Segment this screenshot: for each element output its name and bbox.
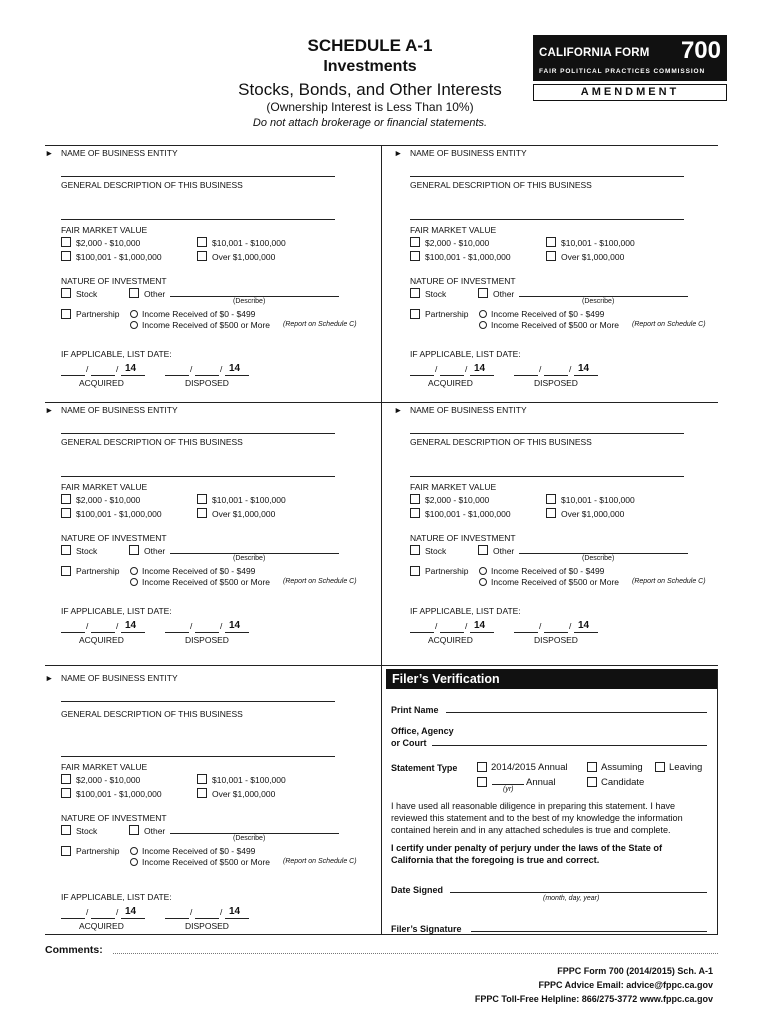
entity-5-other-field[interactable] xyxy=(170,833,339,834)
entity-5-fmv-2-label: $10,001 - $100,000 xyxy=(212,775,286,785)
entity-5-acquired-slash-1: / xyxy=(86,907,89,917)
entity-5-income-2-radio[interactable] xyxy=(130,858,138,866)
entity-5-fmv-label: FAIR MARKET VALUE xyxy=(61,762,148,772)
perjury-line-1: I certify under penalty of perjury under the laws of the State of xyxy=(391,843,663,853)
entity-1-acquired-month-field[interactable] xyxy=(61,375,85,376)
comments-label: Comments: xyxy=(45,944,103,956)
grid-bottom-rule xyxy=(45,934,718,935)
entity-1-other-field[interactable] xyxy=(170,296,339,297)
entity-2-arrow-icon: ► xyxy=(394,148,403,158)
entity-3-acquired-label: ACQUIRED xyxy=(79,635,124,645)
entity-2-fmv-4-checkbox[interactable] xyxy=(546,251,556,261)
entity-3-disposed-slash-2: / xyxy=(220,621,223,631)
entity-4-partnership-checkbox[interactable] xyxy=(410,566,420,576)
entity-5-fmv-4-checkbox[interactable] xyxy=(197,788,207,798)
entity-1-fmv-label: FAIR MARKET VALUE xyxy=(61,225,148,235)
entity-1-acquired-year-line xyxy=(121,375,145,376)
entity-3-description-field[interactable] xyxy=(61,476,335,477)
entity-4-fmv-label: FAIR MARKET VALUE xyxy=(410,482,497,492)
entity-5-partnership-checkbox[interactable] xyxy=(61,846,71,856)
entity-5-acquired-slash-2: / xyxy=(116,907,119,917)
entity-3-disposed-day-field[interactable] xyxy=(195,632,219,633)
entity-3-name-label: NAME OF BUSINESS ENTITY xyxy=(61,405,178,415)
candidate-checkbox[interactable] xyxy=(587,777,597,787)
entity-3-nature-label: NATURE OF INVESTMENT xyxy=(61,533,167,543)
entity-4-fmv-1-checkbox[interactable] xyxy=(410,494,420,504)
entity-4-acquired-year-line xyxy=(470,632,494,633)
entity-3-other-checkbox[interactable] xyxy=(129,545,139,555)
entity-3-fmv-2-label: $10,001 - $100,000 xyxy=(212,495,286,505)
entity-2-fmv-2-label: $10,001 - $100,000 xyxy=(561,238,635,248)
entity-3-fmv-1-checkbox[interactable] xyxy=(61,494,71,504)
entity-1-description-field[interactable] xyxy=(61,219,335,220)
print-name-field[interactable] xyxy=(446,712,707,713)
entity-5-fmv-1-label: $2,000 - $10,000 xyxy=(76,775,141,785)
entity-2-report-note: (Report on Schedule C) xyxy=(632,321,706,328)
entity-4-fmv-4-label: Over $1,000,000 xyxy=(561,509,625,519)
entity-2-disposed-slash-2: / xyxy=(569,364,572,374)
entity-5-disposed-label: DISPOSED xyxy=(185,921,229,931)
statement-type-label: Statement Type xyxy=(391,763,458,773)
grid-divider xyxy=(381,145,382,934)
assuming-checkbox[interactable] xyxy=(587,762,597,772)
entity-1-nature-label: NATURE OF INVESTMENT xyxy=(61,276,167,286)
entity-3-income-2-radio[interactable] xyxy=(130,578,138,586)
assuming-label: Assuming xyxy=(601,762,643,773)
entity-2-description-label: GENERAL DESCRIPTION OF THIS BUSINESS xyxy=(410,180,592,190)
entity-4-nature-label: NATURE OF INVESTMENT xyxy=(410,533,516,543)
entity-5-description-field[interactable] xyxy=(61,756,335,757)
entity-2-income-2-radio[interactable] xyxy=(479,321,487,329)
entity-1-acquired-day-field[interactable] xyxy=(91,375,115,376)
entity-5-stock-checkbox[interactable] xyxy=(61,825,71,835)
entity-3-fmv-label: FAIR MARKET VALUE xyxy=(61,482,148,492)
annual-year-field[interactable] xyxy=(492,784,524,785)
entity-2-fmv-2-checkbox[interactable] xyxy=(546,237,556,247)
entity-5-description-label: GENERAL DESCRIPTION OF THIS BUSINESS xyxy=(61,709,243,719)
entity-4-other-checkbox[interactable] xyxy=(478,545,488,555)
entity-4-disposed-slash-1: / xyxy=(539,621,542,631)
entity-2-stock-checkbox[interactable] xyxy=(410,288,420,298)
entity-1-acquired-slash-2: / xyxy=(116,364,119,374)
entity-5-acquired-year: 14 xyxy=(125,906,137,917)
entity-1-income-1-label: Income Received of $0 - $499 xyxy=(142,309,256,319)
entity-2-fmv-1-label: $2,000 - $10,000 xyxy=(425,238,490,248)
entity-4-income-1-label: Income Received of $0 - $499 xyxy=(491,566,605,576)
entity-5-report-note: (Report on Schedule C) xyxy=(283,858,357,865)
entity-5-fmv-2-checkbox[interactable] xyxy=(197,774,207,784)
entity-2-nature-label: NATURE OF INVESTMENT xyxy=(410,276,516,286)
entity-1-disposed-slash-2: / xyxy=(220,364,223,374)
entity-4-disposed-day-field[interactable] xyxy=(544,632,568,633)
entity-4-stock-checkbox[interactable] xyxy=(410,545,420,555)
entity-1-fmv-1-label: $2,000 - $10,000 xyxy=(76,238,141,248)
date-signed-label: Date Signed xyxy=(391,885,444,895)
entity-2-acquired-year-line xyxy=(470,375,494,376)
entity-2-describe-hint: (Describe) xyxy=(582,298,615,305)
entity-3-income-2-label: Income Received of $500 or More xyxy=(142,577,271,587)
entity-5-disposed-year-line xyxy=(225,918,249,919)
entity-2-fmv-3-label: $100,001 - $1,000,000 xyxy=(425,252,511,262)
entity-1-stock-label: Stock xyxy=(76,289,98,299)
comments-field[interactable] xyxy=(113,953,718,954)
entity-5-fmv-3-checkbox[interactable] xyxy=(61,788,71,798)
verification-right-border xyxy=(717,669,718,934)
entity-3-fmv-2-checkbox[interactable] xyxy=(197,494,207,504)
entity-3-acquired-year-line xyxy=(121,632,145,633)
entity-1-fmv-4-label: Over $1,000,000 xyxy=(212,252,276,262)
entity-2-fmv-4-label: Over $1,000,000 xyxy=(561,252,625,262)
office-agency-label: Office, Agency xyxy=(391,726,454,736)
entity-1-fmv-2-checkbox[interactable] xyxy=(197,237,207,247)
entity-2-income-2-label: Income Received of $500 or More xyxy=(491,320,620,330)
entity-4-name-field[interactable] xyxy=(410,433,684,434)
entity-2-description-field[interactable] xyxy=(410,219,684,220)
signature-label: Filer’s Signature xyxy=(391,924,462,934)
entity-3-acquired-year: 14 xyxy=(125,620,137,631)
entity-3-stock-checkbox[interactable] xyxy=(61,545,71,555)
entity-2-disposed-month-field[interactable] xyxy=(514,375,538,376)
entity-1-disposed-label: DISPOSED xyxy=(185,378,229,388)
entity-4-acquired-month-field[interactable] xyxy=(410,632,434,633)
date-signed-field[interactable] xyxy=(450,892,707,893)
entity-4-fmv-3-checkbox[interactable] xyxy=(410,508,420,518)
entity-3-describe-hint: (Describe) xyxy=(233,555,266,562)
entity-3-partnership-checkbox[interactable] xyxy=(61,566,71,576)
entity-4-list-date-label: IF APPLICABLE, LIST DATE: xyxy=(410,606,521,616)
entity-1-list-date-label: IF APPLICABLE, LIST DATE: xyxy=(61,349,172,359)
entity-1-description-label: GENERAL DESCRIPTION OF THIS BUSINESS xyxy=(61,180,243,190)
california-form-badge xyxy=(533,35,727,81)
annual-2014-label: 2014/2015 Annual xyxy=(491,762,568,773)
entity-5-nature-label: NATURE OF INVESTMENT xyxy=(61,813,167,823)
entity-4-disposed-label: DISPOSED xyxy=(534,635,578,645)
diligence-line-3: contained herein and in any attached schedules is true and complete. xyxy=(391,825,671,835)
entity-1-acquired-year: 14 xyxy=(125,363,137,374)
entity-4-describe-hint: (Describe) xyxy=(582,555,615,562)
annual-2014-checkbox[interactable] xyxy=(477,762,487,772)
candidate-label: Candidate xyxy=(601,777,645,788)
annual-label: Annual xyxy=(526,777,556,788)
entity-2-disposed-year: 14 xyxy=(578,363,590,374)
entity-3-name-field[interactable] xyxy=(61,433,335,434)
entity-5-describe-hint: (Describe) xyxy=(233,835,266,842)
entity-1-other-checkbox[interactable] xyxy=(129,288,139,298)
entity-2-disposed-slash-1: / xyxy=(539,364,542,374)
entity-4-fmv-2-checkbox[interactable] xyxy=(546,494,556,504)
entity-1-acquired-label: ACQUIRED xyxy=(79,378,124,388)
entity-5-name-field[interactable] xyxy=(61,701,335,702)
entity-5-disposed-year: 14 xyxy=(229,906,241,917)
entity-3-report-note: (Report on Schedule C) xyxy=(283,578,357,585)
office-agency-field[interactable] xyxy=(432,745,707,746)
entity-3-fmv-1-label: $2,000 - $10,000 xyxy=(76,495,141,505)
entity-3-partnership-label: Partnership xyxy=(76,566,120,576)
or-court-label: or Court xyxy=(391,738,427,748)
entity-4-other-field[interactable] xyxy=(519,553,688,554)
entity-2-other-checkbox[interactable] xyxy=(478,288,488,298)
entity-3-disposed-slash-1: / xyxy=(190,621,193,631)
entity-2-fmv-label: FAIR MARKET VALUE xyxy=(410,225,497,235)
entity-2-income-1-radio[interactable] xyxy=(479,310,487,318)
amendment-label: AMENDMENT xyxy=(533,84,727,101)
entity-4-acquired-day-field[interactable] xyxy=(440,632,464,633)
entity-4-disposed-year: 14 xyxy=(578,620,590,631)
entity-1-disposed-year-line xyxy=(225,375,249,376)
entity-3-disposed-year-line xyxy=(225,632,249,633)
entity-1-fmv-3-checkbox[interactable] xyxy=(61,251,71,261)
california-form-label: CALIFORNIA FORM xyxy=(539,47,650,59)
entity-5-other-label: Other xyxy=(144,826,166,836)
entity-3-fmv-4-checkbox[interactable] xyxy=(197,508,207,518)
entity-1-disposed-day-field[interactable] xyxy=(195,375,219,376)
entity-1-name-label: NAME OF BUSINESS ENTITY xyxy=(61,148,178,158)
entity-5-disposed-slash-1: / xyxy=(190,907,193,917)
entity-4-description-label: GENERAL DESCRIPTION OF THIS BUSINESS xyxy=(410,437,592,447)
entity-5-acquired-month-field[interactable] xyxy=(61,918,85,919)
entity-3-other-field[interactable] xyxy=(170,553,339,554)
entity-2-income-1-label: Income Received of $0 - $499 xyxy=(491,309,605,319)
entity-2-fmv-3-checkbox[interactable] xyxy=(410,251,420,261)
entity-1-name-field[interactable] xyxy=(61,176,335,177)
verification-title: Filer’s Verification xyxy=(386,669,717,689)
entity-2-fmv-1-checkbox[interactable] xyxy=(410,237,420,247)
entity-2-partnership-checkbox[interactable] xyxy=(410,309,420,319)
entity-2-partnership-label: Partnership xyxy=(425,309,469,319)
entity-1-disposed-year: 14 xyxy=(229,363,241,374)
entity-3-acquired-day-field[interactable] xyxy=(91,632,115,633)
entity-4-stock-label: Stock xyxy=(425,546,447,556)
entity-4-income-1-radio[interactable] xyxy=(479,567,487,575)
entity-3-fmv-3-label: $100,001 - $1,000,000 xyxy=(76,509,162,519)
entity-4-arrow-icon: ► xyxy=(394,405,403,415)
entity-5-other-checkbox[interactable] xyxy=(129,825,139,835)
entity-2-disposed-year-line xyxy=(574,375,598,376)
commission-label: FAIR POLITICAL PRACTICES COMMISSION xyxy=(539,68,706,75)
footer-advice-email[interactable]: FPPC Advice Email: advice@fppc.ca.gov xyxy=(538,980,713,990)
entity-1-disposed-month-field[interactable] xyxy=(165,375,189,376)
entity-5-fmv-1-checkbox[interactable] xyxy=(61,774,71,784)
entity-1-acquired-slash-1: / xyxy=(86,364,89,374)
entity-2-acquired-slash-2: / xyxy=(465,364,468,374)
entity-1-fmv-2-label: $10,001 - $100,000 xyxy=(212,238,286,248)
entity-4-disposed-month-field[interactable] xyxy=(514,632,538,633)
entity-2-acquired-year: 14 xyxy=(474,363,486,374)
entity-1-fmv-3-label: $100,001 - $1,000,000 xyxy=(76,252,162,262)
entity-2-acquired-month-field[interactable] xyxy=(410,375,434,376)
entity-1-income-2-radio[interactable] xyxy=(130,321,138,329)
entity-2-acquired-slash-1: / xyxy=(435,364,438,374)
entity-2-list-date-label: IF APPLICABLE, LIST DATE: xyxy=(410,349,521,359)
entity-4-partnership-label: Partnership xyxy=(425,566,469,576)
entity-5-disposed-day-field[interactable] xyxy=(195,918,219,919)
entity-5-disposed-slash-2: / xyxy=(220,907,223,917)
entity-3-income-1-label: Income Received of $0 - $499 xyxy=(142,566,256,576)
year-hint: (yr) xyxy=(503,786,514,793)
entity-5-disposed-month-field[interactable] xyxy=(165,918,189,919)
annual-year-checkbox[interactable] xyxy=(477,777,487,787)
entity-2-disposed-day-field[interactable] xyxy=(544,375,568,376)
entity-5-acquired-year-line xyxy=(121,918,145,919)
entity-1-fmv-1-checkbox[interactable] xyxy=(61,237,71,247)
entity-4-acquired-slash-1: / xyxy=(435,621,438,631)
entity-3-acquired-month-field[interactable] xyxy=(61,632,85,633)
print-name-label: Print Name xyxy=(391,705,439,715)
entity-4-acquired-year: 14 xyxy=(474,620,486,631)
entity-2-name-label: NAME OF BUSINESS ENTITY xyxy=(410,148,527,158)
schedule-subtitle: Investments xyxy=(323,58,417,75)
entity-2-other-field[interactable] xyxy=(519,296,688,297)
entity-3-list-date-label: IF APPLICABLE, LIST DATE: xyxy=(61,606,172,616)
entity-4-income-2-radio[interactable] xyxy=(479,578,487,586)
entity-2-acquired-label: ACQUIRED xyxy=(428,378,473,388)
entity-1-describe-hint: (Describe) xyxy=(233,298,266,305)
schedule-title: SCHEDULE A-1 xyxy=(307,36,433,55)
entity-5-income-2-label: Income Received of $500 or More xyxy=(142,857,271,867)
form-number: 700 xyxy=(680,37,721,64)
entity-5-stock-label: Stock xyxy=(76,826,98,836)
leaving-label: Leaving xyxy=(669,762,703,773)
entity-5-income-1-radio[interactable] xyxy=(130,847,138,855)
entity-5-arrow-icon: ► xyxy=(45,673,54,683)
entity-1-income-1-radio[interactable] xyxy=(130,310,138,318)
entity-2-disposed-label: DISPOSED xyxy=(534,378,578,388)
entity-4-acquired-label: ACQUIRED xyxy=(428,635,473,645)
entity-4-report-note: (Report on Schedule C) xyxy=(632,578,706,585)
entity-4-description-field[interactable] xyxy=(410,476,684,477)
entity-4-fmv-3-label: $100,001 - $1,000,000 xyxy=(425,509,511,519)
perjury-line-2: California that the foregoing is true and correct. xyxy=(391,855,600,865)
entity-5-fmv-4-label: Over $1,000,000 xyxy=(212,789,276,799)
entity-1-partnership-label: Partnership xyxy=(76,309,120,319)
ownership-note: (Ownership Interest is Less Than 10%) xyxy=(266,100,474,114)
entity-4-fmv-4-checkbox[interactable] xyxy=(546,508,556,518)
entity-4-fmv-1-label: $2,000 - $10,000 xyxy=(425,495,490,505)
entity-4-other-label: Other xyxy=(493,546,515,556)
entity-5-fmv-3-label: $100,001 - $1,000,000 xyxy=(76,789,162,799)
attach-instruction: Do not attach brokerage or financial statements. xyxy=(252,117,488,129)
schedule-subtitle-2: Stocks, Bonds, and Other Interests xyxy=(238,80,502,99)
diligence-line-2: reviewed this statement and to the best of my knowledge the information xyxy=(391,813,683,823)
entity-5-name-label: NAME OF BUSINESS ENTITY xyxy=(61,673,178,683)
entity-3-stock-label: Stock xyxy=(76,546,98,556)
entity-3-disposed-month-field[interactable] xyxy=(165,632,189,633)
entity-3-other-label: Other xyxy=(144,546,166,556)
leaving-checkbox[interactable] xyxy=(655,762,665,772)
entity-1-disposed-slash-1: / xyxy=(190,364,193,374)
footer-helpline: FPPC Toll-Free Helpline: 866/275-3772 www.fppc.ca.gov xyxy=(474,994,713,1004)
entity-3-disposed-year: 14 xyxy=(229,620,241,631)
entity-3-fmv-4-label: Over $1,000,000 xyxy=(212,509,276,519)
entity-3-acquired-slash-1: / xyxy=(86,621,89,631)
entity-3-fmv-3-checkbox[interactable] xyxy=(61,508,71,518)
diligence-line-1: I have used all reasonable diligence in preparing this statement. I have xyxy=(391,801,676,811)
entity-1-stock-checkbox[interactable] xyxy=(61,288,71,298)
entity-4-acquired-slash-2: / xyxy=(465,621,468,631)
entity-1-arrow-icon: ► xyxy=(45,148,54,158)
entity-4-disposed-year-line xyxy=(574,632,598,633)
entity-4-disposed-slash-2: / xyxy=(569,621,572,631)
entity-4-income-2-label: Income Received of $500 or More xyxy=(491,577,620,587)
entity-1-fmv-4-checkbox[interactable] xyxy=(197,251,207,261)
entity-3-disposed-label: DISPOSED xyxy=(185,635,229,645)
entity-1-other-label: Other xyxy=(144,289,166,299)
date-hint: (month, day, year) xyxy=(543,895,600,902)
entity-2-name-field[interactable] xyxy=(410,176,684,177)
entity-3-income-1-radio[interactable] xyxy=(130,567,138,575)
entity-2-acquired-day-field[interactable] xyxy=(440,375,464,376)
entity-3-arrow-icon: ► xyxy=(45,405,54,415)
signature-field[interactable] xyxy=(471,931,707,932)
entity-5-acquired-label: ACQUIRED xyxy=(79,921,124,931)
entity-1-partnership-checkbox[interactable] xyxy=(61,309,71,319)
entity-4-name-label: NAME OF BUSINESS ENTITY xyxy=(410,405,527,415)
entity-1-income-2-label: Income Received of $500 or More xyxy=(142,320,271,330)
footer-form-id: FPPC Form 700 (2014/2015) Sch. A-1 xyxy=(557,966,713,976)
entity-2-stock-label: Stock xyxy=(425,289,447,299)
entity-5-income-1-label: Income Received of $0 - $499 xyxy=(142,846,256,856)
entity-5-acquired-day-field[interactable] xyxy=(91,918,115,919)
entity-4-fmv-2-label: $10,001 - $100,000 xyxy=(561,495,635,505)
entity-5-list-date-label: IF APPLICABLE, LIST DATE: xyxy=(61,892,172,902)
entity-1-report-note: (Report on Schedule C) xyxy=(283,321,357,328)
entity-3-acquired-slash-2: / xyxy=(116,621,119,631)
entity-5-partnership-label: Partnership xyxy=(76,846,120,856)
entity-2-other-label: Other xyxy=(493,289,515,299)
entity-3-description-label: GENERAL DESCRIPTION OF THIS BUSINESS xyxy=(61,437,243,447)
